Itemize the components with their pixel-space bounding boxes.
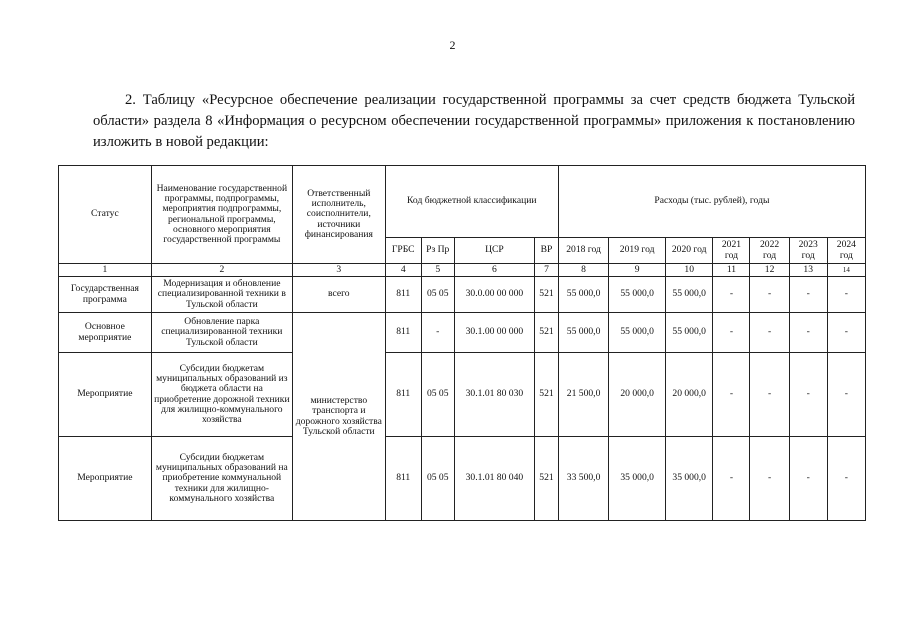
header-year: 2022 год xyxy=(750,238,789,264)
vr-cell: 521 xyxy=(535,353,559,437)
executor-cell: министерство транспорта и дорожного хозяйства Тульской области xyxy=(292,313,385,521)
column-number: 8 xyxy=(558,264,608,277)
header-year: 2020 год xyxy=(665,238,712,264)
value-cell: 55 000,0 xyxy=(609,277,666,313)
csr-cell: 30.0.00 00 000 xyxy=(454,277,534,313)
column-number: 9 xyxy=(609,264,666,277)
grbs-cell: 811 xyxy=(385,277,421,313)
column-number: 14 xyxy=(827,264,865,277)
name-cell: Модернизация и обновление специализированной техники в Тульской области xyxy=(151,277,292,313)
name-cell: Обновление парка специализированной техники Тульской области xyxy=(151,313,292,353)
status-cell: Мероприятие xyxy=(59,353,152,437)
executor-cell: всего xyxy=(292,277,385,313)
value-cell: - xyxy=(750,437,789,521)
header-grbs: ГРБС xyxy=(385,238,421,264)
name-cell: Субсидии бюджетам муниципальных образований на приобретение коммунальной техники для жилищно-коммунального хозяйства xyxy=(151,437,292,521)
header-year: 2024 год xyxy=(827,238,865,264)
column-number-row xyxy=(59,264,866,277)
value-cell: - xyxy=(827,313,865,353)
vr-cell: 521 xyxy=(535,313,559,353)
table-row xyxy=(59,353,866,437)
value-cell: 55 000,0 xyxy=(665,313,712,353)
header-vr: ВР xyxy=(535,238,559,264)
grbs-cell: 811 xyxy=(385,353,421,437)
value-cell: 21 500,0 xyxy=(558,353,608,437)
rzpr-cell: 05 05 xyxy=(421,437,454,521)
status-cell: Мероприятие xyxy=(59,437,152,521)
value-cell: - xyxy=(713,277,750,313)
value-cell: 33 500,0 xyxy=(558,437,608,521)
value-cell: - xyxy=(750,277,789,313)
value-cell: 20 000,0 xyxy=(609,353,666,437)
column-number: 10 xyxy=(665,264,712,277)
value-cell: - xyxy=(827,353,865,437)
header-year: 2018 год xyxy=(558,238,608,264)
column-number: 5 xyxy=(421,264,454,277)
status-cell: Государственная программа xyxy=(59,277,152,313)
rzpr-cell: 05 05 xyxy=(421,353,454,437)
column-number: 1 xyxy=(59,264,152,277)
value-cell: - xyxy=(789,313,827,353)
header-year: 2023 год xyxy=(789,238,827,264)
value-cell: - xyxy=(789,437,827,521)
value-cell: - xyxy=(750,353,789,437)
value-cell: - xyxy=(827,437,865,521)
csr-cell: 30.1.01 80 030 xyxy=(454,353,534,437)
value-cell: - xyxy=(750,313,789,353)
value-cell: 55 000,0 xyxy=(558,277,608,313)
rzpr-cell: 05 05 xyxy=(421,277,454,313)
value-cell: - xyxy=(713,353,750,437)
intro-paragraph xyxy=(93,90,855,153)
value-cell: - xyxy=(713,437,750,521)
value-cell: 35 000,0 xyxy=(665,437,712,521)
value-cell: 35 000,0 xyxy=(609,437,666,521)
grbs-cell: 811 xyxy=(385,313,421,353)
header-expenses: Расходы (тыс. рублей), годы xyxy=(558,166,865,238)
column-number: 11 xyxy=(713,264,750,277)
csr-cell: 30.1.01 80 040 xyxy=(454,437,534,521)
value-cell: 55 000,0 xyxy=(609,313,666,353)
name-cell: Субсидии бюджетам муниципальных образований из бюджета области на приобретение дорожной техники для жилищно-коммунального хозяйства xyxy=(151,353,292,437)
column-number: 6 xyxy=(454,264,534,277)
header-row-top xyxy=(59,166,866,238)
header-year: 2019 год xyxy=(609,238,666,264)
rzpr-cell: - xyxy=(421,313,454,353)
column-number: 13 xyxy=(789,264,827,277)
column-number: 4 xyxy=(385,264,421,277)
column-number: 2 xyxy=(151,264,292,277)
value-cell: - xyxy=(789,353,827,437)
header-status: Статус xyxy=(59,166,152,264)
csr-cell: 30.1.00 00 000 xyxy=(454,313,534,353)
resource-table xyxy=(58,165,866,521)
value-cell: 55 000,0 xyxy=(665,277,712,313)
vr-cell: 521 xyxy=(535,437,559,521)
table-row xyxy=(59,277,866,313)
status-cell: Основное мероприятие xyxy=(59,313,152,353)
table-row xyxy=(59,313,866,353)
intro-text: 2. Таблицу «Ресурсное обеспечение реализации государственной программы за счет средств бюджета Тульской области» раздела 8 «Информация о ресурсном обеспечении государственной программы» приложения к постановлению изложить в новой редакции: xyxy=(93,92,855,150)
header-executor: Ответственный исполнитель, соисполнители, источники финансирования xyxy=(292,166,385,264)
value-cell: 20 000,0 xyxy=(665,353,712,437)
grbs-cell: 811 xyxy=(385,437,421,521)
table-row xyxy=(59,437,866,521)
header-csr: ЦСР xyxy=(454,238,534,264)
value-cell: - xyxy=(789,277,827,313)
header-rzpr: Рз Пр xyxy=(421,238,454,264)
vr-cell: 521 xyxy=(535,277,559,313)
header-year: 2021 год xyxy=(713,238,750,264)
page-number: 2 xyxy=(449,38,456,52)
column-number: 7 xyxy=(535,264,559,277)
value-cell: - xyxy=(827,277,865,313)
value-cell: - xyxy=(713,313,750,353)
header-budget-code: Код бюджетной классификации xyxy=(385,166,558,238)
column-number: 3 xyxy=(292,264,385,277)
header-name: Наименование государственной программы, подпрограммы, мероприятия подпрограммы, региональной программы, основного мероприятия государственной программы xyxy=(151,166,292,264)
column-number: 12 xyxy=(750,264,789,277)
value-cell: 55 000,0 xyxy=(558,313,608,353)
